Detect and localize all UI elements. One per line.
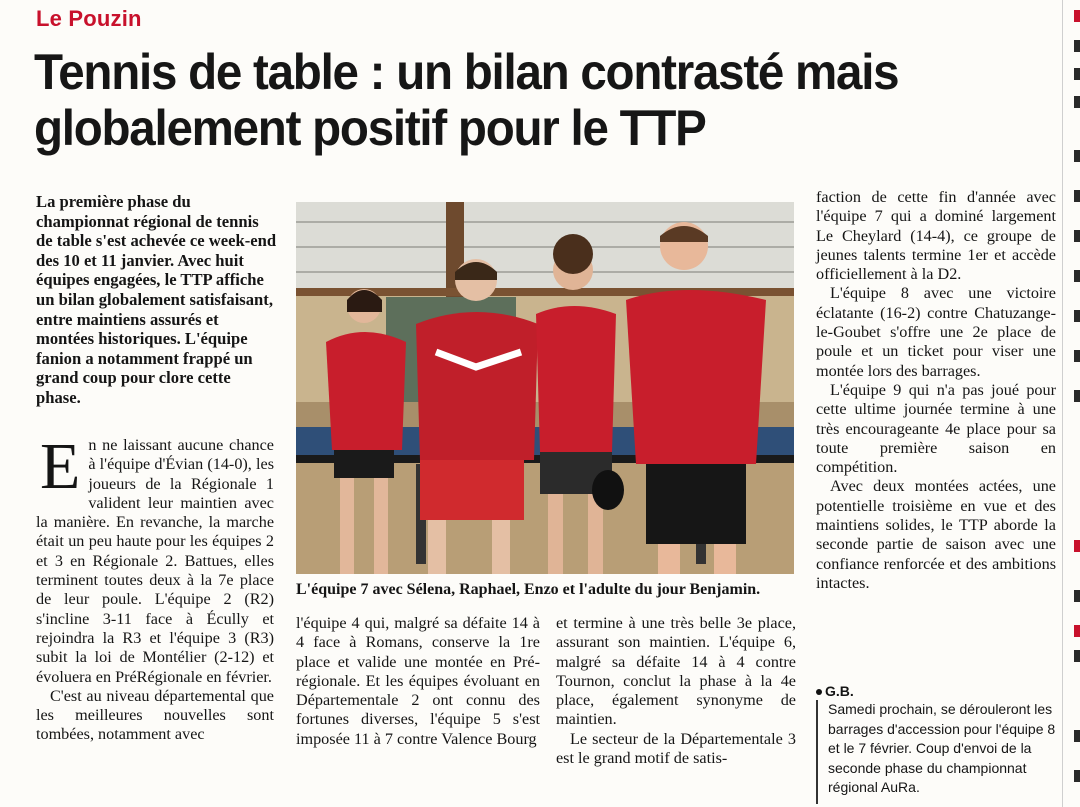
paragraph: En ne laissant aucune chance à l'équipe d'Évian (14-0), les joueurs de la Régionale 1 valident leur maintien avec la manière. En revanche, la marche était un peu haute pour les équipes 2 et 3 en Régionale 2. Battues, elles terminent toutes deux à la 7e place de leur poule. L'équipe 2 (R2) s'incline 3-11 face à Écully et rejoindra la R3 et l'équipe 3 (R3) subit la loi de Montélier (2-12) et évoluera en PréRégionale en février. <box>36 430 274 686</box>
body-column-3 <box>556 614 796 768</box>
article-headline: Tennis de table : un bilan contrasté mais globalement positif pour le TTP <box>34 44 899 156</box>
column-divider <box>1062 0 1063 807</box>
body-column-4 <box>816 188 1056 593</box>
section-kicker: Le Pouzin <box>36 6 142 31</box>
paragraph: Le secteur de la Départementale 3 est le grand motif de satis- <box>556 729 796 768</box>
bullet-icon <box>816 689 822 695</box>
paragraph: faction de cette fin d'année avec l'équipe 7 qui a dominé largement Le Cheylard (14-4), ce groupe de jeunes talents termine 1er et accède officiellement à la D2. <box>816 188 1056 284</box>
paragraph: Avec deux montées actées, une potentielle troisième en vue et des maintiens solides, le TTP aborde la seconde partie de saison avec une confiance renforcée et des ambitions intactes. <box>816 477 1056 592</box>
body-column-2 <box>296 614 540 749</box>
drop-cap: E <box>40 430 81 503</box>
paragraph: L'équipe 9 qui n'a pas joué pour cette ultime journée termine à une très encourageante 4e place pour sa toute première saison en compétition. <box>816 380 1056 477</box>
team-photo <box>296 202 794 574</box>
adjacent-article-edge <box>1074 0 1080 807</box>
team-photo-illustration <box>296 202 794 574</box>
photo-caption: L'équipe 7 avec Sélena, Raphael, Enzo et l'adulte du jour Benjamin. <box>296 581 761 598</box>
article-lede: La première phase du championnat régional de tennis de table s'est achevée ce week-end des 10 et 11 janvier. Avec huit équipes engagées, le TTP affiche un bilan globalement satisfaisant, entre maintiens assurés et montées historiques. L'équipe fanion a notamment frappé un grand coup pour clore cette phase. <box>36 192 277 407</box>
paragraph: C'est au niveau départemental que les meilleures nouvelles sont tombées, notamment avec <box>36 686 274 744</box>
paragraph: et termine à une très belle 3e place, assurant son maintien. L'équipe 6, malgré sa défaite 14 à 4 contre Tournon, conclut la phase à la 4e place, également synonyme de maintien. <box>556 614 796 729</box>
paragraph: l'équipe 4 qui, malgré sa défaite 14 à 4 face à Romans, conserve la 1re place et valide une montée en Pré-régionale. Et les équipes évoluant en Départementale 2 ont connu des fortunes diverses, l'équipe 5 s'est imposée 11 à 7 contre Valence Bourg <box>296 614 540 748</box>
author-signature: G.B. <box>816 683 854 699</box>
body-column-1 <box>36 430 274 745</box>
paragraph: L'équipe 8 avec une victoire éclatante (16-2) contre Chatuzange-le-Goubet s'offre une 2e place de poule et un ticket pour viser une montée lors des barrages. <box>816 284 1056 380</box>
info-note: Samedi prochain, se dérouleront les barrages d'accession pour l'équipe 8 et le 7 février. Coup d'envoi de la seconde phase du championnat régional AuRa. <box>816 700 1060 804</box>
